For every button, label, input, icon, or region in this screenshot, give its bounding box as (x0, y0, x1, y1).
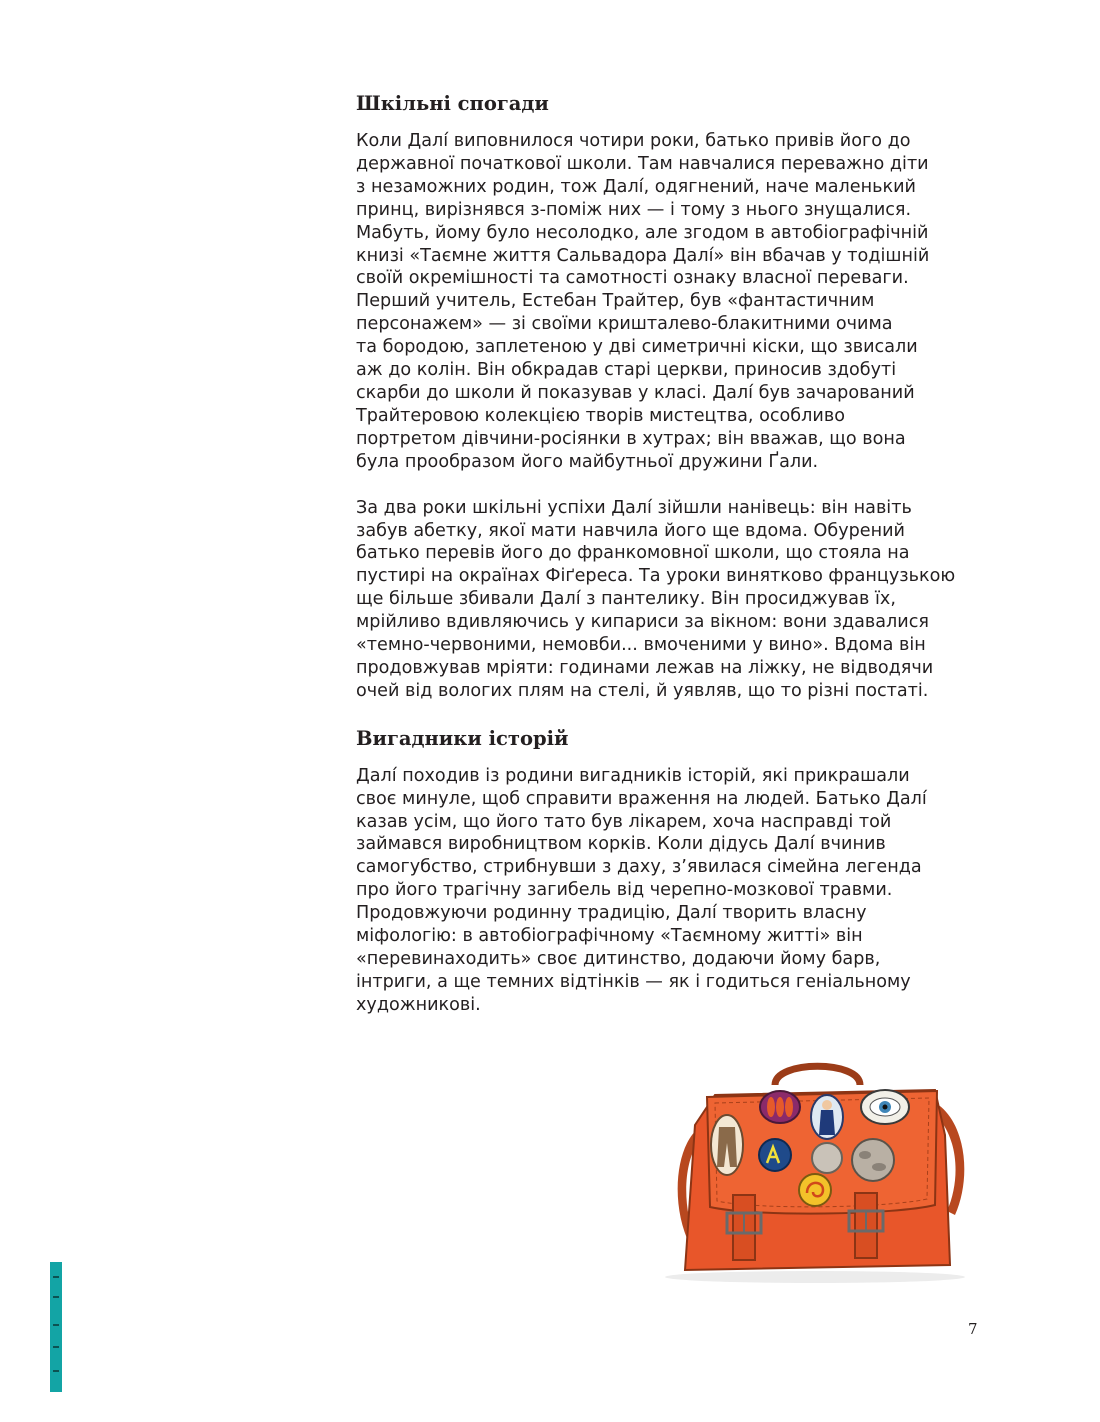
text-line: Далí походив із родини вигадників історій, які прикрашали (356, 765, 910, 786)
text-line: з незаможних родин, тож Далí, одягнений, наче маленький (356, 176, 916, 197)
text-line: мрійливо вдивляючись у кипариси за вікном: вони здавалися (356, 612, 929, 633)
patch-flame-2 (776, 1097, 784, 1117)
text-line: батько перевів його до франкомовної школи, що стояла на (356, 543, 910, 564)
page-number: 7 (968, 1320, 978, 1338)
text-line: державної початкової школи. Там навчалися переважно діти (356, 153, 929, 174)
paragraph-storytellers (356, 765, 996, 1017)
text-line: забув абетку, якої мати навчила його ще вдома. Обурений (356, 520, 905, 541)
text-line: аж до колін. Він обкрадав старі церкви, приносив здобуті (356, 360, 897, 381)
patch-eye-pupil (883, 1105, 888, 1110)
text-line: «темно-червоними, немовби... вмоченими у вино». Вдома він (356, 635, 926, 656)
paragraph-school-1 (356, 130, 996, 474)
school-satchel-icon (655, 1055, 980, 1285)
side-decorative-strip (50, 1262, 62, 1392)
strip-mark (53, 1296, 59, 1298)
satchel-shadow (665, 1271, 965, 1283)
text-line: своє минуле, щоб справити враження на людей. Батько Далí (356, 788, 927, 809)
patch-trousers (711, 1115, 743, 1175)
text-line: своїй окремішності та самотності ознаку власної переваги. (356, 268, 909, 289)
patch-spot-2 (872, 1163, 886, 1171)
section-heading-storytellers: Вигадники історій (356, 726, 569, 750)
text-line: казав усім, що його тато був лікарем, хоча насправді той (356, 811, 892, 832)
strip-mark (53, 1324, 59, 1326)
patch-portrait-figure (819, 1110, 835, 1135)
satchel-handle (775, 1066, 860, 1085)
strip-mark (53, 1370, 59, 1372)
patch-spot-1 (859, 1151, 871, 1159)
text-line: персонажем» — зі своїми кришталево-блакитними очима (356, 314, 893, 335)
text-line: та бородою, заплетеною у дві симетричні кіски, що звисали (356, 337, 918, 358)
text-line: ще більше збивали Далí з пантелику. Він просиджував їх, (356, 589, 896, 610)
text-line: Перший учитель, Естебан Трайтер, був «фантастичним (356, 291, 875, 312)
section-heading-school-memories: Шкільні спогади (356, 92, 549, 115)
text-line: самогубство, стрибнувши з даху, з’явилася сімейна легенда (356, 857, 922, 878)
text-line: книзі «Таємне життя Сальвадора Далí» він вбачав у тодішній (356, 245, 930, 266)
text-line: портретом дівчини-росіянки в хутрах; він вважав, що вона (356, 428, 906, 449)
text-line: принц, вирізнявся з-поміж них — і тому з нього знущалися. (356, 199, 912, 220)
text-line: Продовжуючи родинну традицію, Далí творить власну (356, 903, 867, 924)
text-line: про його трагічну загибель від черепно-мозкової травми. (356, 880, 893, 901)
text-line: скарби до школи й показував у класі. Далí був зачарований (356, 382, 915, 403)
patch-flame-1 (767, 1097, 775, 1117)
text-line: «перевинаходить» своє дитинство, додаючи йому барв, (356, 949, 881, 969)
patch-swirl (799, 1174, 831, 1206)
text-line: була прообразом його майбутньої дружини Ґали. (356, 451, 819, 472)
text-line: очей від вологих плям на стелі, й уявляв, що то різні постаті. (356, 680, 929, 701)
patch-portrait-head (822, 1100, 832, 1110)
patch-grey-moon (812, 1143, 842, 1173)
text-line: За два роки шкільні успіхи Далí зійшли нанівець: він навіть (356, 497, 912, 518)
text-line: інтриги, а ще темних відтінків — як і годиться геніальному (356, 971, 911, 992)
text-line: продовжував мріяти: годинами лежав на ліжку, не відводячи (356, 657, 934, 678)
patch-flame-3 (785, 1097, 793, 1117)
strip-mark (53, 1276, 59, 1278)
text-line: пустирі на окраїнах Фіґереса. Та уроки винятково французькою (356, 566, 956, 587)
paragraph-school-2 (356, 497, 996, 703)
text-line: Трайтеровою колекцією творів мистецтва, особливо (356, 405, 845, 426)
text-line: Мабуть, йому було несолодко, але згодом в автобіографічній (356, 222, 929, 243)
page-content (356, 90, 996, 1017)
patch-spots (852, 1139, 894, 1181)
text-line: займався виробництвом корків. Коли дідусь Далí вчинив (356, 834, 886, 855)
text-line: художникові. (356, 994, 481, 1015)
strip-mark (53, 1346, 59, 1348)
text-line: міфологію: в автобіографічному «Таємному житті» він (356, 926, 863, 947)
text-line: Коли Далí виповнилося чотири роки, батько привів його до (356, 131, 911, 151)
